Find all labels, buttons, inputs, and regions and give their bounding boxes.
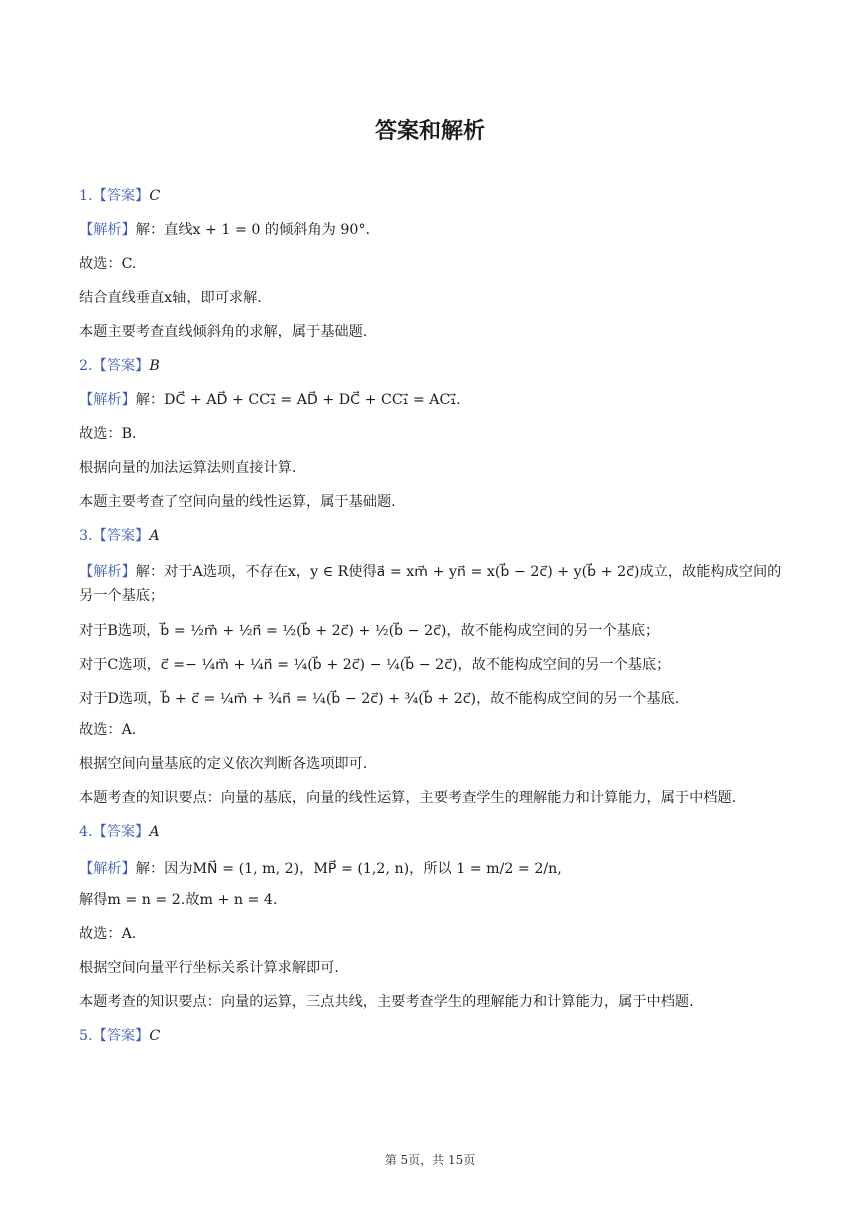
text-line bbox=[79, 424, 789, 444]
line-text: 故选：A. bbox=[79, 722, 137, 738]
answer-tag: 【答案】 bbox=[92, 188, 150, 204]
explanation-line bbox=[79, 560, 789, 608]
question-number: 1. bbox=[79, 188, 93, 204]
explanation-line bbox=[79, 390, 789, 410]
line-text: 解：对于A选项，不存在x，y ∈ R使得a⃗ = xm⃗ + yn⃗ = x(b⃗ − 2c⃗) + y(b⃗ + 2c⃗)成立，故能构成空间的另一个基底； bbox=[79, 564, 782, 604]
answer-tag: 【答案】 bbox=[92, 528, 150, 544]
question-number: 5. bbox=[79, 1028, 93, 1044]
text-line bbox=[79, 254, 789, 274]
text-line bbox=[79, 458, 789, 478]
line-text: 根据空间向量平行坐标关系计算求解即可. bbox=[79, 960, 339, 976]
answer-heading bbox=[79, 526, 789, 546]
explanation-line bbox=[79, 220, 789, 240]
line-text: 故选：A. bbox=[79, 926, 137, 942]
line-text: 本题考查的知识要点：向量的基底，向量的线性运算，主要考查学生的理解能力和计算能力，属于中档题. bbox=[79, 790, 737, 806]
text-line bbox=[79, 958, 789, 978]
line-text: 本题主要考查了空间向量的线性运算，属于基础题. bbox=[79, 494, 396, 510]
line-text: 本题主要考查直线倾斜角的求解，属于基础题. bbox=[79, 324, 368, 340]
explanation-tag: 【解析】 bbox=[79, 861, 136, 877]
explanation-tag: 【解析】 bbox=[79, 392, 136, 408]
question-number: 3. bbox=[79, 528, 93, 544]
line-text: 故选：B. bbox=[79, 426, 137, 442]
line-text: 解：DC⃗ + AD⃗ + CC₁⃗ = AD⃗ + DC⃗ + CC₁⃗ = AC₁⃗. bbox=[135, 392, 461, 408]
answer-letter: B bbox=[149, 358, 160, 374]
line-text: 对于C选项，c⃗ =− ¼m⃗ + ¼n⃗ = ¼(b⃗ + 2c⃗) − ¼(b⃗ − 2c⃗)，故不能构成空间的另一个基底； bbox=[79, 657, 671, 673]
text-line bbox=[79, 322, 789, 342]
text-line bbox=[79, 992, 789, 1012]
answer-heading bbox=[79, 356, 789, 376]
line-text: 解得m = n = 2.故m + n = 4. bbox=[79, 892, 278, 908]
question-number: 2. bbox=[79, 358, 93, 374]
explanation-tag: 【解析】 bbox=[79, 222, 136, 238]
question-number: 4. bbox=[79, 824, 93, 840]
line-text: 本题考查的知识要点：向量的运算，三点共线，主要考查学生的理解能力和计算能力，属于中档题. bbox=[79, 994, 694, 1010]
answer-letter: A bbox=[149, 528, 160, 544]
answer-letter: A bbox=[149, 824, 160, 840]
text-line bbox=[79, 788, 789, 808]
line-text: 结合直线垂直x轴，即可求解. bbox=[79, 290, 262, 306]
text-line bbox=[79, 492, 789, 512]
answer-heading bbox=[79, 822, 789, 842]
text-line bbox=[79, 686, 789, 712]
answer-heading bbox=[79, 186, 789, 206]
answer-letter: C bbox=[149, 188, 161, 204]
line-text: 解：因为MN⃗ = (1, m, 2)，MP⃗ = (1,2, n)，所以 1 = m/2 = 2/n, bbox=[135, 861, 562, 877]
text-line bbox=[79, 720, 789, 740]
line-text: 对于B选项，b⃗ = ½m⃗ + ½n⃗ = ½(b⃗ + 2c⃗) + ½(b⃗ − 2c⃗)，故不能构成空间的另一个基底； bbox=[79, 623, 660, 639]
line-text: 根据空间向量基底的定义依次判断各选项即可. bbox=[79, 756, 368, 772]
page-title: 答案和解析 bbox=[374, 119, 485, 144]
explanation-line bbox=[79, 856, 789, 882]
line-text: 解：直线x + 1 = 0 的倾斜角为 90°. bbox=[135, 222, 370, 238]
answer-tag: 【答案】 bbox=[92, 1028, 150, 1044]
answer-heading bbox=[79, 1026, 789, 1046]
answer-tag: 【答案】 bbox=[92, 824, 150, 840]
answer-tag: 【答案】 bbox=[92, 358, 150, 374]
text-line bbox=[79, 890, 789, 910]
text-line bbox=[79, 288, 789, 308]
explanation-tag: 【解析】 bbox=[79, 564, 136, 580]
text-line bbox=[79, 754, 789, 774]
line-text: 根据向量的加法运算法则直接计算. bbox=[79, 460, 297, 476]
text-line bbox=[79, 618, 789, 644]
page-footer: 第 5页，共 15页 bbox=[384, 1153, 476, 1167]
text-line bbox=[79, 924, 789, 944]
line-text: 对于D选项，b⃗ + c⃗ = ¼m⃗ + ¾n⃗ = ¼(b⃗ − 2c⃗) + ¾(b⃗ + 2c⃗)，故不能构成空间的另一个基底. bbox=[79, 691, 680, 707]
line-text: 故选：C. bbox=[79, 256, 137, 272]
text-line bbox=[79, 652, 789, 678]
answer-letter: C bbox=[149, 1028, 161, 1044]
answer-list bbox=[79, 186, 789, 1060]
